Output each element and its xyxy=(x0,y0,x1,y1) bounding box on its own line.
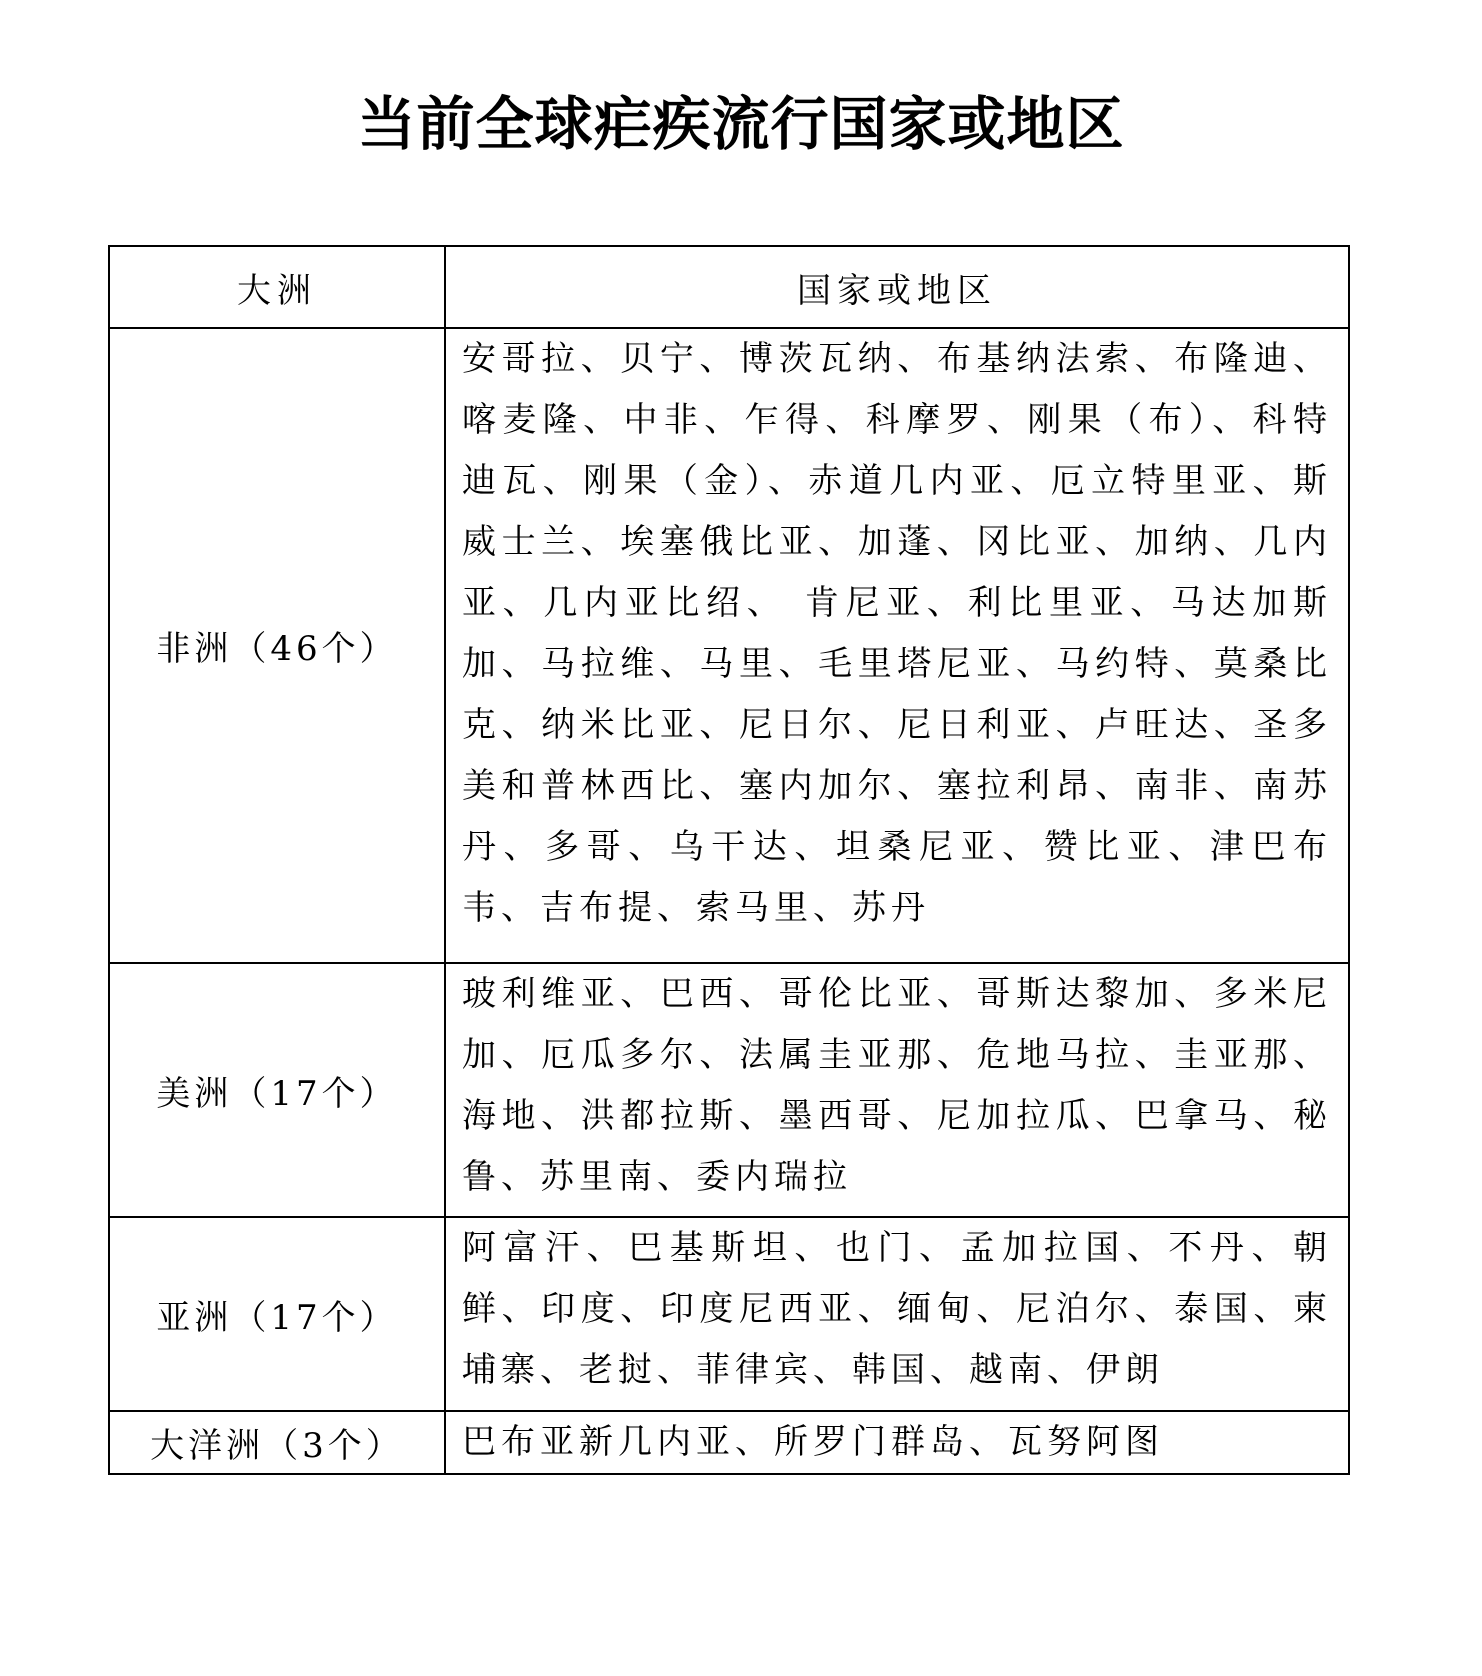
continent-cell: 美洲（17个） xyxy=(109,963,445,1217)
countries-cell: 安哥拉、贝宁、博茨瓦纳、布基纳法索、布隆迪、喀麦隆、中非、乍得、科摩罗、刚果（布）、科特迪瓦、刚果（金）、赤道几内亚、厄立特里亚、斯威士兰、埃塞俄比亚、加蓬、冈比亚、加纳、几内亚、几内亚比绍、 肯尼亚、利比里亚、马达加斯加、马拉维、马里、毛里塔尼亚、马约特、莫桑比克、纳米比亚、尼日尔、尼日利亚、卢旺达、圣多美和普林西比、塞内加尔、塞拉利昂、南非、南苏丹、多哥、乌干达、坦桑尼亚、赞比亚、津巴布韦、吉布提、索马里、苏丹 xyxy=(445,328,1349,963)
countries-cell: 巴布亚新几内亚、所罗门群岛、瓦努阿图 xyxy=(445,1411,1349,1474)
document-title: 当前全球疟疾流行国家或地区 xyxy=(357,90,1125,158)
table-row-asia xyxy=(109,1217,1349,1411)
header-continent: 大洲 xyxy=(109,246,445,328)
malaria-countries-table xyxy=(108,245,1350,1475)
countries-cell: 玻利维亚、巴西、哥伦比亚、哥斯达黎加、多米尼加、厄瓜多尔、法属圭亚那、危地马拉、圭亚那、海地、洪都拉斯、墨西哥、尼加拉瓜、巴拿马、秘鲁、苏里南、委内瑞拉 xyxy=(445,963,1349,1217)
table-row-oceania xyxy=(109,1411,1349,1474)
continent-cell: 大洋洲（3个） xyxy=(109,1411,445,1474)
table-row-americas xyxy=(109,963,1349,1217)
continent-cell: 非洲（46个） xyxy=(109,328,445,963)
table-header-row xyxy=(109,246,1349,328)
continent-cell: 亚洲（17个） xyxy=(109,1217,445,1411)
header-countries: 国家或地区 xyxy=(445,246,1349,328)
countries-cell: 阿富汗、巴基斯坦、也门、孟加拉国、不丹、朝鲜、印度、印度尼西亚、缅甸、尼泊尔、泰国、柬埔寨、老挝、菲律宾、韩国、越南、伊朗 xyxy=(445,1217,1349,1411)
table-row-africa xyxy=(109,328,1349,963)
